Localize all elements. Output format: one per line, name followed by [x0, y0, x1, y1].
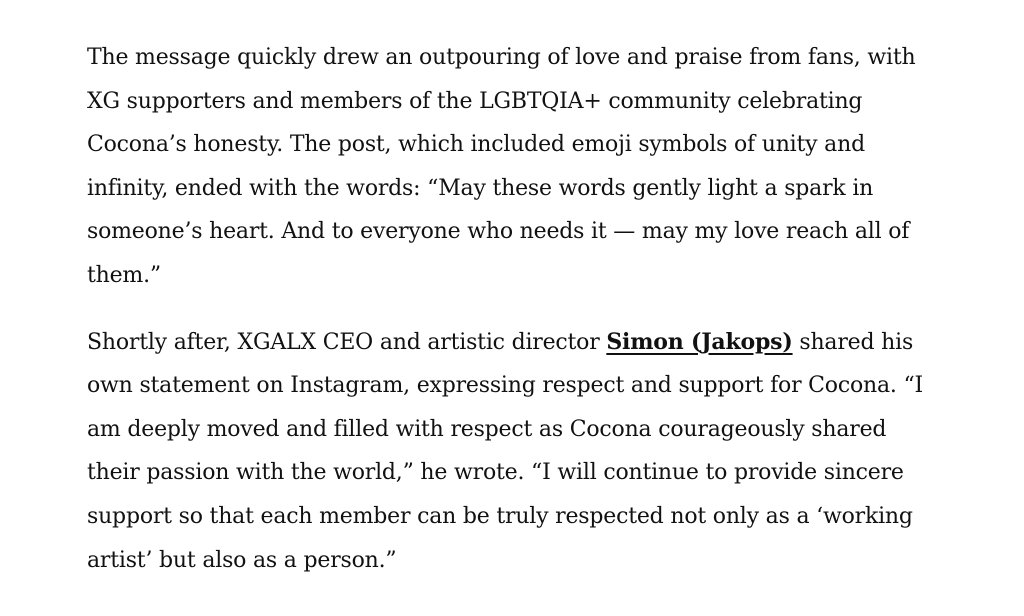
paragraph-text: shared his own statement on Instagram, expressing respect and support for Cocona. “I am deeply moved and filled with respect as Cocona courageously shared their passion with the world,” he wrote. “I will continue to provide sincere support so that each member can be truly respected not only as a ‘working artist’ but also as a person.” — [87, 329, 924, 573]
article-paragraph — [87, 321, 927, 583]
simon-jakops-link[interactable]: Simon (Jakops) — [606, 328, 793, 355]
article-paragraph: The message quickly drew an outpouring of love and praise from fans, with XG supporters and members of the LGBTQIA+ community celebrating Cocona’s honesty. The post, which included emoji symbols of unity and infinity, ended with the words: “May these words gently light a spark in someone’s heart. And to everyone who needs it — may my love reach all of them.” — [87, 45, 916, 288]
paragraph-text: Shortly after, XGALX CEO and artistic director — [87, 329, 607, 355]
article-body — [87, 36, 927, 582]
